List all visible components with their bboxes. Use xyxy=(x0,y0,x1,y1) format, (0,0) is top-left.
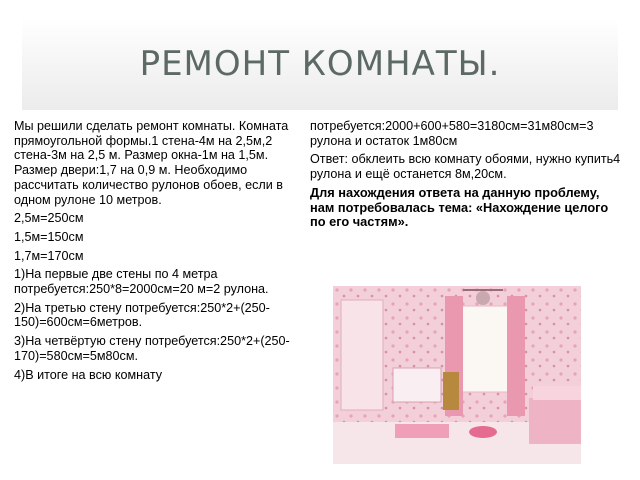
step-2: 2)На третью стену потребуется:250*2+(250-150)=600см=6метров. xyxy=(14,300,270,330)
right-column xyxy=(310,119,626,234)
topic-conclusion: Для нахождения ответа на данную проблему, нам потребовалась тема: «Нахождение целого по его частям». xyxy=(310,184,609,230)
step-3: 3)На четвёртую стену потребуется:250*2+(250-170)=580см=5м80см. xyxy=(14,334,290,363)
conversion-1: 2,5м=250см xyxy=(14,211,84,226)
pink-bedroom-photo xyxy=(333,286,581,464)
step-1: 1)На первые две стены по 4 метра потребуется:250*8=2000см=20 м=2 рулона. xyxy=(14,267,269,297)
left-column xyxy=(14,119,310,386)
problem-text: Мы решили сделать ремонт комнаты. Комната прямоугольной формы.1 стена-4м на 2,5м,2 стена-3м на 2,5 м. Размер окна-1м на 1,5м. Размер двери:1,7 на 0,9 м. Необходимо рассчитать количество рулонов обоев, если в одном рулоне 10 метров. xyxy=(14,119,289,207)
conversion-2: 1,5м=150см xyxy=(14,229,84,244)
answer-text: Ответ: обклеить всю комнату обоями, нужно купить4 рулона и ещё останется 8м,20см. xyxy=(310,152,621,182)
step-4-continued: потребуется:2000+600+580=3180см=31м80см=3 рулона и остаток 1м80см xyxy=(310,119,594,148)
slide-title: РЕМОНТ КОМНАТЫ. xyxy=(139,44,501,84)
step-4-start: 4)В итоге на всю комнату xyxy=(14,367,163,382)
conversion-3: 1,7м=170см xyxy=(14,248,84,263)
bedroom-illustration xyxy=(333,286,581,464)
